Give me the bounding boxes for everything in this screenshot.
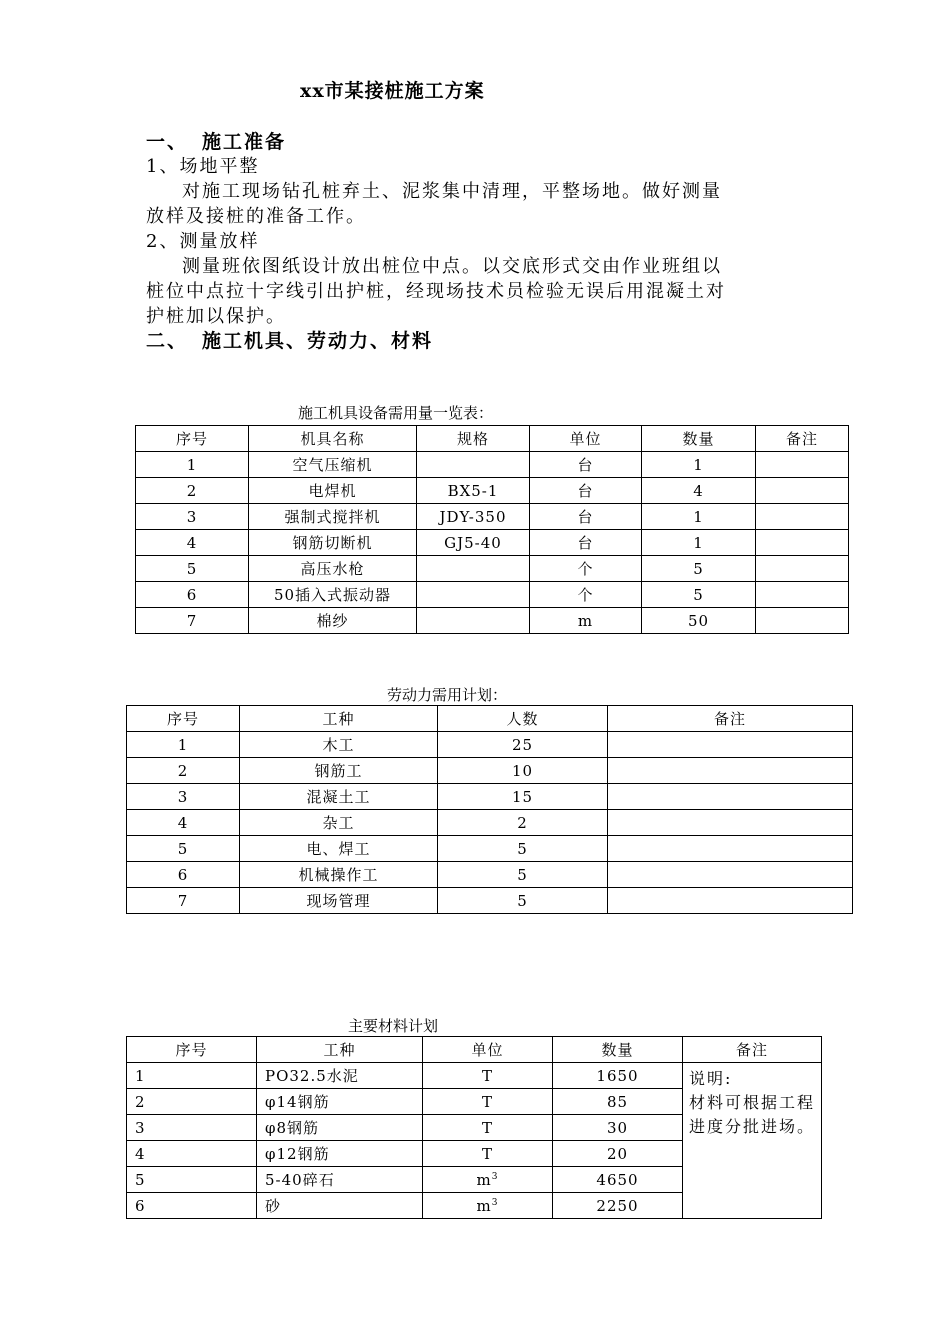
table-cell [417,608,530,634]
table-cell: T [423,1141,553,1167]
header-cell: 机具名称 [249,426,417,452]
table-row [136,478,849,504]
table-row [136,608,849,634]
header-cell: 工种 [257,1037,423,1063]
table-cell: T [423,1115,553,1141]
table-cell: 电、焊工 [240,836,438,862]
materials-table [126,1036,822,1219]
header-cell: 序号 [127,1037,257,1063]
header-cell: 备注 [608,706,853,732]
table-row [136,556,849,582]
table-cell: 5 [136,556,249,582]
table-cell: 木工 [240,732,438,758]
labor-table [126,705,853,914]
table-cell: 台 [530,530,642,556]
materials-note-label: 说明: [689,1069,733,1088]
header-cell: 人数 [438,706,608,732]
labor-table-caption: 劳动力需用计划： [387,686,508,704]
table-row [127,1063,822,1089]
page-title: xx市某接桩施工方案 [300,80,485,102]
subsection-survey-layout: 2、测量放样 [146,231,260,252]
header-cell: 备注 [756,426,849,452]
table-cell: φ14钢筋 [257,1089,423,1115]
table-cell [417,582,530,608]
table-cell: T [423,1063,553,1089]
header-cell: 序号 [136,426,249,452]
header-cell: 数量 [642,426,756,452]
table-cell: 6 [136,582,249,608]
section-1-title: 施工准备 [202,131,287,153]
table-cell: 钢筋工 [240,758,438,784]
table-header-row [127,706,853,732]
paragraph-2-line-1: 测量班依图纸设计放出桩位中点。以交底形式交由作业班组以 [182,256,722,277]
table-cell: 1 [136,452,249,478]
materials-table-caption: 主要材料计划 [348,1017,439,1035]
table-cell: 5 [127,1167,257,1193]
header-cell: 规格 [417,426,530,452]
table-row [127,758,853,784]
section-1-number: 一、 [146,131,189,153]
table-cell [608,862,853,888]
table-cell: 10 [438,758,608,784]
table-cell: 3 [127,784,240,810]
table-cell [423,1167,553,1193]
header-cell: 数量 [553,1037,683,1063]
table-cell: 钢筋切断机 [249,530,417,556]
table-row [136,582,849,608]
table-cell: 台 [530,452,642,478]
table-cell: 7 [127,888,240,914]
table-cell: 电焊机 [249,478,417,504]
table-cell: 现场管理 [240,888,438,914]
table-cell [417,452,530,478]
table-cell [608,810,853,836]
table-cell: 2 [127,758,240,784]
table-cell: 1 [127,1063,257,1089]
table-cell: 30 [553,1115,683,1141]
table-cell [756,452,849,478]
table-cell: 6 [127,1193,257,1219]
table-cell [756,504,849,530]
table-cell [417,556,530,582]
subsection-site-leveling: 1、场地平整 [146,156,260,177]
table-cell: 个 [530,582,642,608]
table-row [127,862,853,888]
header-cell: 单位 [530,426,642,452]
table-cell: 混凝土工 [240,784,438,810]
header-cell: 备注 [683,1037,822,1063]
table-cell: 1650 [553,1063,683,1089]
table-cell: 5 [438,862,608,888]
table-row [127,732,853,758]
table-cell: 4650 [553,1167,683,1193]
table-cell [423,1193,553,1219]
table-cell: 台 [530,478,642,504]
table-cell [608,732,853,758]
table-cell: GJ5-40 [417,530,530,556]
table-cell: 6 [127,862,240,888]
table-cell: φ12钢筋 [257,1141,423,1167]
table-cell: 3 [136,504,249,530]
equipment-table-caption: 施工机具设备需用量一览表： [298,404,494,422]
table-cell: T [423,1089,553,1115]
table-cell: 4 [136,530,249,556]
header-cell: 工种 [240,706,438,732]
table-row [127,784,853,810]
header-cell: 序号 [127,706,240,732]
table-cell: 4 [127,810,240,836]
table-cell: 5-40碎石 [257,1167,423,1193]
table-header-row [127,1037,822,1063]
table-cell: 1 [642,452,756,478]
paragraph-1-line-2: 放样及接桩的准备工作。 [146,206,366,227]
table-row [127,836,853,862]
table-cell: 强制式搅拌机 [249,504,417,530]
table-row [127,810,853,836]
paragraph-2-line-3: 护桩加以保护。 [146,306,286,327]
unit-text: m [476,1170,492,1189]
table-cell: 5 [127,836,240,862]
unit-text: m [476,1196,492,1215]
table-cell: BX5-1 [417,478,530,504]
table-cell: 1 [642,504,756,530]
table-cell: 5 [438,888,608,914]
section-2-heading [146,326,433,353]
table-cell: 砂 [257,1193,423,1219]
table-cell [756,608,849,634]
table-cell: 7 [136,608,249,634]
table-cell: 5 [642,582,756,608]
materials-note-text: 材料可根据工程进度分批进场。 [689,1093,816,1136]
paragraph-1-line-1: 对施工现场钻孔桩弃土、泥浆集中清理，平整场地。做好测量 [182,181,722,202]
table-cell: 机械操作工 [240,862,438,888]
table-cell: 杂工 [240,810,438,836]
table-cell [608,784,853,810]
header-cell: 单位 [423,1037,553,1063]
table-row [127,888,853,914]
table-cell: 2 [438,810,608,836]
table-cell: 个 [530,556,642,582]
table-cell: 5 [642,556,756,582]
section-1-heading [146,127,286,154]
table-cell: 5 [438,836,608,862]
table-row [136,530,849,556]
table-cell: 2 [136,478,249,504]
table-cell: 85 [553,1089,683,1115]
table-cell: 台 [530,504,642,530]
table-cell: 15 [438,784,608,810]
section-2-number: 二、 [146,330,189,352]
table-cell [756,478,849,504]
paragraph-2-line-2: 桩位中点拉十字线引出护桩，经现场技术员检验无误后用混凝土对 [146,281,726,302]
table-cell [756,556,849,582]
materials-note-cell [683,1063,822,1219]
unit-superscript: 3 [491,1171,499,1182]
table-row [136,504,849,530]
table-cell: 1 [642,530,756,556]
table-cell: 2 [127,1089,257,1115]
table-row [136,452,849,478]
table-cell: 20 [553,1141,683,1167]
table-cell: 4 [642,478,756,504]
table-cell: PO32.5水泥 [257,1063,423,1089]
equipment-table [135,425,849,634]
table-cell [608,888,853,914]
table-cell [608,758,853,784]
table-header-row [136,426,849,452]
table-cell: 25 [438,732,608,758]
table-cell: 高压水枪 [249,556,417,582]
table-cell: 空气压缩机 [249,452,417,478]
table-cell: 2250 [553,1193,683,1219]
table-cell: 50 [642,608,756,634]
table-cell: 3 [127,1115,257,1141]
table-cell [756,530,849,556]
unit-superscript: 3 [491,1197,499,1208]
table-cell: 棉纱 [249,608,417,634]
table-cell [608,836,853,862]
table-cell: JDY-350 [417,504,530,530]
table-cell: 50插入式振动器 [249,582,417,608]
section-2-title: 施工机具、劳动力、材料 [202,330,434,352]
table-cell [756,582,849,608]
table-cell: m [530,608,642,634]
table-cell: 1 [127,732,240,758]
table-cell: 4 [127,1141,257,1167]
table-cell: φ8钢筋 [257,1115,423,1141]
